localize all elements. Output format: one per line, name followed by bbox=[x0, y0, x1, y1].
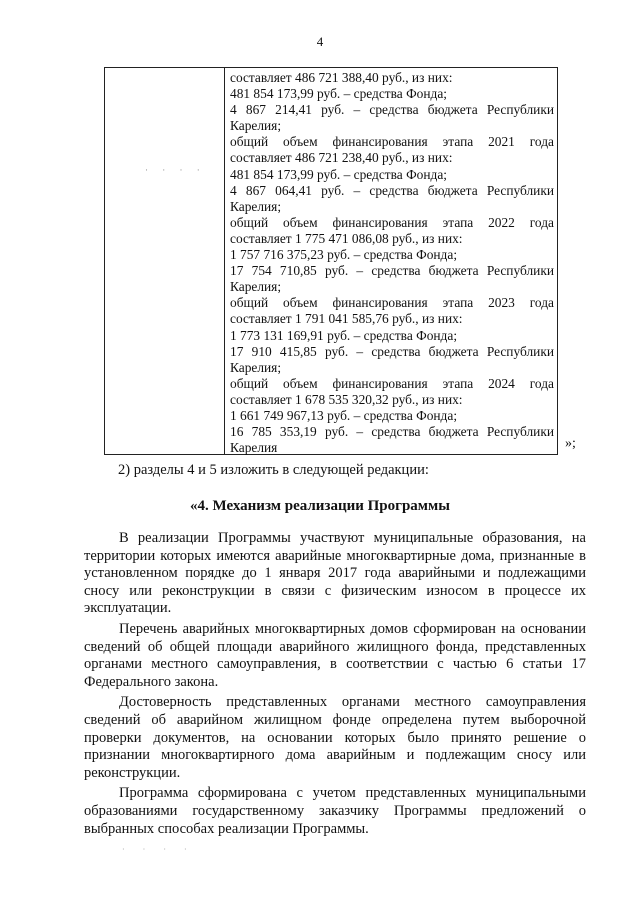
table-line: Карелия; bbox=[230, 198, 282, 214]
table-line: общий объем финансирования этапа 2023 года bbox=[230, 295, 554, 311]
table-line: общий объем финансирования этапа 2022 года bbox=[230, 214, 554, 230]
table-line: 1 661 749 967,13 руб. – средства Фонда; bbox=[230, 407, 458, 423]
table-line: составляет 1 678 535 320,32 руб., из них: bbox=[230, 391, 463, 407]
paragraph: Достоверность представленных органами местного самоуправления сведений об аварийном жилищном фонде определена путем выборочной проверки документов, на основании которых было принято решение о признании многоквартирного дома аварийным и подлежащим сносу или реконструкции. bbox=[84, 694, 586, 781]
table-left-cell bbox=[105, 68, 225, 454]
table-line: Карелия bbox=[230, 440, 278, 456]
table-line: составляет 486 721 388,40 руб., из них: bbox=[230, 70, 453, 85]
amendment-list-item: 2) разделы 4 и 5 изложить в следующей редакции: bbox=[118, 462, 429, 478]
table-line: составляет 1 791 041 585,76 руб., из них: bbox=[230, 311, 463, 327]
scan-artifact: · · · · bbox=[145, 165, 206, 175]
body-text bbox=[84, 530, 586, 841]
table-line: 1 757 716 375,23 руб. – средства Фонда; bbox=[230, 247, 458, 263]
paragraph: Перечень аварийных многоквартирных домов сформирован на основании сведений об общей площади аварийного жилищного фонда, представленных органами местного самоуправления, в соответствии с частью 6 статьи 17 Федерального закона. bbox=[84, 620, 586, 690]
table-line: Карелия; bbox=[230, 359, 282, 375]
scan-artifact: · · · · bbox=[122, 845, 195, 854]
paragraph: Программа сформирована с учетом представленных муниципальными образованиями государственному заказчику Программы предложений о выбранных способах реализации Программы. bbox=[84, 785, 586, 837]
table-line: 17 754 710,85 руб. – средства бюджета Республики bbox=[230, 263, 554, 279]
table-right-cell bbox=[225, 68, 557, 454]
table-line: составляет 1 775 471 086,08 руб., из них: bbox=[230, 230, 463, 246]
table-line: 4 867 064,41 руб. – средства бюджета Республики bbox=[230, 182, 554, 198]
table-line: общий объем финансирования этапа 2024 года bbox=[230, 375, 554, 391]
table-line: 1 773 131 169,91 руб. – средства Фонда; bbox=[230, 327, 458, 343]
table-line: 4 867 214,41 руб. – средства бюджета Республики bbox=[230, 102, 554, 118]
table-line: общий объем финансирования этапа 2021 года bbox=[230, 134, 554, 150]
table-line: составляет 486 721 238,40 руб., из них: bbox=[230, 150, 453, 166]
closing-quote-mark: »; bbox=[565, 436, 576, 451]
table-line: Карелия; bbox=[230, 279, 282, 295]
table-line: 481 854 173,99 руб. – средства Фонда; bbox=[230, 166, 447, 182]
table-line: 17 910 415,85 руб. – средства бюджета Республики bbox=[230, 343, 554, 359]
paragraph: В реализации Программы участвуют муниципальные образования, на территории которых имеются аварийные многоквартирные дома, признанные в установленном порядке до 1 января 2017 года аварийными и подлежащими сносу или реконструкции в связи с физическим износом в процессе их эксплуатации. bbox=[84, 530, 586, 617]
financing-table bbox=[104, 67, 558, 455]
page-number: 4 bbox=[316, 34, 324, 49]
table-line: 481 854 173,99 руб. – средства Фонда; bbox=[230, 86, 447, 102]
table-line: Карелия; bbox=[230, 118, 282, 134]
section-heading: «4. Механизм реализации Программы bbox=[190, 498, 450, 514]
table-line: 16 785 353,19 руб. – средства бюджета Республики bbox=[230, 424, 554, 440]
